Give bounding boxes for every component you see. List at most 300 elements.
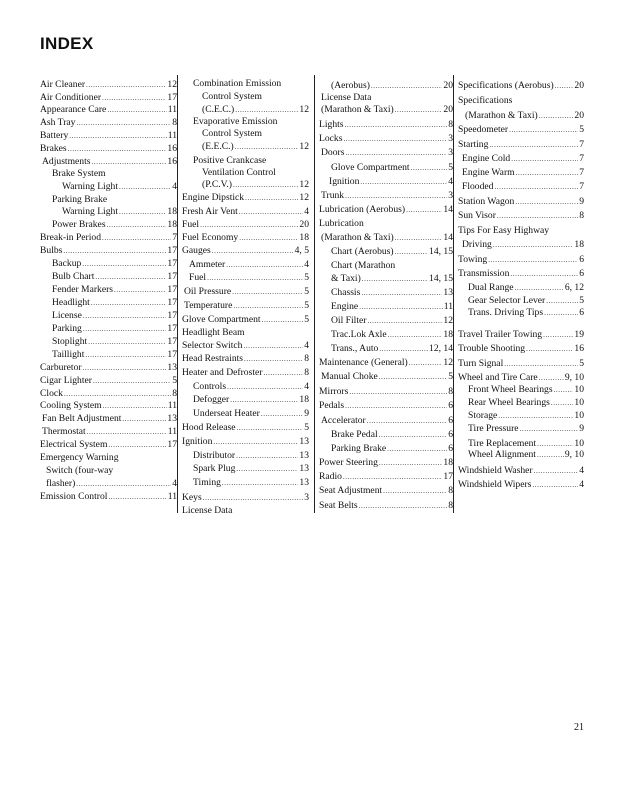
index-entry <box>202 90 309 103</box>
index-entry-page: 8 <box>448 485 453 496</box>
index-entry-label: Selector Switch <box>182 340 243 351</box>
index-entry <box>52 322 177 335</box>
index-entry-label: Headlight <box>52 297 90 308</box>
index-entry-label: Windshield Washer <box>458 465 533 476</box>
index-entry <box>458 267 584 280</box>
dot-leader <box>232 286 303 299</box>
index-entry-page: 9, 10 <box>564 372 584 383</box>
index-entry-label: Fuel <box>189 272 207 283</box>
index-entry-label: Rear Wheel Bearings <box>468 397 550 408</box>
dot-leader <box>388 329 443 342</box>
dot-leader <box>361 287 442 300</box>
index-entry <box>182 435 309 448</box>
index-column-4 <box>453 75 584 513</box>
index-entry <box>46 477 177 490</box>
dot-leader <box>345 119 448 132</box>
dot-leader <box>493 239 574 252</box>
dot-leader <box>497 210 578 223</box>
index-entry-label: Brake Pedal <box>331 429 378 440</box>
index-entry-page: 5 <box>172 375 177 386</box>
index-entry-page: 20 <box>574 110 584 121</box>
index-entry-label: Evaporative Emission <box>193 116 278 127</box>
dot-leader <box>367 415 447 428</box>
index-entry-label: Ignition <box>182 436 213 447</box>
dot-leader <box>526 343 573 356</box>
index-entry-label: Distributor <box>193 450 236 461</box>
index-entry-page: 13 <box>299 477 309 488</box>
index-entry <box>42 412 177 425</box>
index-entry-page: 5 <box>304 272 309 283</box>
index-entry <box>321 414 453 427</box>
index-entry-page: 10 <box>574 397 584 408</box>
index-entry-page: 12 <box>443 357 453 368</box>
index-entry <box>52 309 177 322</box>
index-entry-page: 10 <box>574 384 584 395</box>
index-entry <box>319 203 453 216</box>
index-entry-page: 16 <box>574 343 584 354</box>
dot-leader <box>212 245 294 258</box>
index-entry-label: Parking <box>52 323 82 334</box>
index-entry-label: Engine Cold <box>462 153 511 164</box>
index-entry <box>52 167 177 180</box>
index-entry-page: 10 <box>574 410 584 421</box>
index-entry <box>319 399 453 412</box>
dot-leader <box>539 110 574 123</box>
index-entry <box>202 140 309 153</box>
index-entry-label: Air Conditioner <box>40 92 102 103</box>
index-entry <box>40 244 177 257</box>
index-entry <box>462 180 584 193</box>
index-entry-label: Sun Visor <box>458 210 496 221</box>
index-entry <box>331 428 453 441</box>
index-entry-label: Fuel <box>182 219 200 230</box>
index-entry-page: 17 <box>167 323 177 334</box>
index-entry <box>182 231 309 244</box>
page-title: INDEX <box>40 34 94 53</box>
index-entry-page: 13 <box>443 287 453 298</box>
index-entry-label: Front Wheel Bearings <box>468 384 553 395</box>
index-entry-page: 20 <box>574 80 584 91</box>
index-entry-page: 11 <box>167 104 177 115</box>
index-entry-page: 8 <box>304 367 309 378</box>
index-entry-label: Parking Brake <box>52 194 108 205</box>
index-entry-label: Radio <box>319 471 342 482</box>
index-entry-page: 12 <box>299 192 309 203</box>
index-entry <box>319 385 453 398</box>
index-entry-page: 9 <box>579 423 584 434</box>
dot-leader <box>504 358 578 371</box>
index-entry-label: (C.E.C.) <box>202 104 235 115</box>
index-column-2 <box>177 75 309 516</box>
index-entry-label: Timing <box>193 477 221 488</box>
index-entry-page: 5 <box>304 286 309 297</box>
index-entry <box>193 476 309 489</box>
index-entry <box>468 281 584 294</box>
index-entry-label: Ventilation Control <box>202 167 276 178</box>
dot-leader <box>510 268 578 281</box>
index-entry <box>319 484 453 497</box>
index-entry-page: 4 <box>304 259 309 270</box>
index-entry-label: Combination Emission <box>193 78 282 89</box>
index-entry-page: 7 <box>579 153 584 164</box>
index-entry-label: Power Brakes <box>52 219 106 230</box>
index-entry-page: 6 <box>448 429 453 440</box>
dot-leader <box>245 192 298 205</box>
index-entry-page: 7 <box>579 167 584 178</box>
index-entry-label: Ammeter <box>189 259 226 270</box>
index-entry-label: Thermostat <box>42 426 86 437</box>
index-entry-label: Lights <box>319 119 344 130</box>
index-entry <box>52 218 177 231</box>
index-column-3 <box>314 75 453 513</box>
index-entry-page: 13 <box>299 463 309 474</box>
index-entry <box>458 195 584 208</box>
index-entry-page: 17 <box>167 258 177 269</box>
index-entry-page: 13 <box>167 413 177 424</box>
index-entry-label: Warning Light <box>62 181 118 192</box>
index-entry-page: 18 <box>443 329 453 340</box>
index-entry <box>462 152 584 165</box>
index-entry-page: 14 <box>443 232 453 243</box>
index-entry-page: 5 <box>304 422 309 433</box>
index-entry-page: 4 <box>448 176 453 187</box>
index-entry-label: Cooling System <box>40 400 102 411</box>
index-entry-label: Trans., Auto <box>331 343 379 354</box>
index-entry-label: Seat Belts <box>319 500 358 511</box>
index-entry-label: Backup <box>52 258 82 269</box>
index-entry-label: Electrical System <box>40 439 108 450</box>
index-entry <box>40 142 177 155</box>
dot-leader <box>395 104 443 117</box>
index-entry-page: 3 <box>448 190 453 201</box>
index-entry <box>182 504 309 517</box>
index-entry <box>52 270 177 283</box>
index-entry-label: Chart (Aerobus) <box>331 246 394 257</box>
index-entry <box>331 442 453 455</box>
index-entry-label: Oil Pressure <box>184 286 232 297</box>
dot-leader <box>345 147 447 160</box>
index-entry <box>182 352 309 365</box>
index-entry-page: 4, 5 <box>294 245 309 256</box>
index-entry-label: Keys <box>182 492 202 503</box>
index-entry-page: 3 <box>448 133 453 144</box>
index-entry <box>458 253 584 266</box>
dot-leader <box>379 371 447 384</box>
index-entry-page: 6 <box>579 268 584 279</box>
index-entry <box>40 451 177 464</box>
index-entry <box>331 342 453 355</box>
index-entry <box>62 205 177 218</box>
index-entry-label: Underseat Heater <box>193 408 260 419</box>
dot-leader <box>237 422 304 435</box>
index-entry-page: 8 <box>304 353 309 364</box>
index-entry-page: 4 <box>304 381 309 392</box>
index-entry-label: Air Cleaner <box>40 79 86 90</box>
dot-leader <box>345 400 447 413</box>
index-entry <box>189 258 309 271</box>
dot-leader <box>488 254 578 267</box>
dot-leader <box>515 196 578 209</box>
index-entry <box>52 296 177 309</box>
index-entry-page: 4 <box>304 340 309 351</box>
index-entry-page: 6 <box>579 254 584 265</box>
index-entry-label: Bulbs <box>40 245 63 256</box>
index-entry-page: 9, 10 <box>564 449 584 460</box>
index-entry-page: 12, 14 <box>429 343 453 354</box>
index-entry-label: Taillight <box>52 349 85 360</box>
index-entry-page: 8 <box>579 210 584 221</box>
index-entry <box>319 470 453 483</box>
index-entry-page: 7 <box>172 232 177 243</box>
index-entry <box>182 218 309 231</box>
index-entry <box>202 178 309 191</box>
index-entry-label: Mirrors <box>319 386 349 397</box>
index-entry-page: 17 <box>167 349 177 360</box>
index-entry-page: 5 <box>448 371 453 382</box>
index-entry-label: (Marathon & Taxi) <box>321 232 394 243</box>
index-entry-label: Glove Compartment <box>182 314 261 325</box>
index-entry <box>331 314 453 327</box>
index-entry-label: Bulb Chart <box>52 271 95 282</box>
index-entry-label: Brakes <box>40 143 67 154</box>
index-entry <box>52 257 177 270</box>
index-entry <box>468 422 584 435</box>
index-entry-page: 7 <box>579 181 584 192</box>
index-entry <box>182 191 309 204</box>
index-entry <box>193 77 309 90</box>
index-entry-page: 11 <box>167 491 177 502</box>
index-entry-page: 5 <box>579 295 584 306</box>
index-entry-page: 8 <box>448 500 453 511</box>
index-entry-label: Cigar Lighter <box>40 375 92 386</box>
index-entry-page: 8 <box>448 119 453 130</box>
index-entry-label: Ignition <box>329 176 360 187</box>
index-entry-label: (E.E.C.) <box>202 141 234 152</box>
index-entry <box>319 356 453 369</box>
dot-leader <box>379 457 443 470</box>
index-entry-label: Head Restraints <box>182 353 244 364</box>
index-entry <box>468 409 584 422</box>
dot-leader <box>395 246 428 259</box>
dot-leader <box>537 449 564 462</box>
dot-leader <box>108 491 166 504</box>
index-entry-label: Clock <box>40 388 63 399</box>
index-entry-label: Travel Trailer Towing <box>458 329 543 340</box>
dot-leader <box>543 329 573 342</box>
index-entry <box>331 286 453 299</box>
index-entry-page: 12 <box>299 141 309 152</box>
index-entry-page: 16 <box>167 156 177 167</box>
index-entry-label: Control System <box>202 91 262 102</box>
index-entry-label: Engine <box>331 301 359 312</box>
dot-leader <box>235 141 299 154</box>
index-entry-label: Gauges <box>182 245 211 256</box>
page-number: 21 <box>574 722 584 733</box>
dot-leader <box>395 232 443 245</box>
dot-leader <box>409 357 443 370</box>
index-entry <box>329 175 453 188</box>
index-entry-label: Storage <box>468 410 498 421</box>
index-entry-label: Trunk <box>321 190 345 201</box>
index-entry-page: 18 <box>574 239 584 250</box>
index-entry-label: Break-in Period <box>40 232 102 243</box>
index-entry <box>462 166 584 179</box>
index-entry <box>468 306 584 319</box>
index-entry <box>321 370 453 383</box>
index-entry <box>193 407 309 420</box>
index-entry-page: 18 <box>443 457 453 468</box>
index-entry-label: Transmission <box>458 268 510 279</box>
index-entry-page: 10 <box>574 438 584 449</box>
index-entry <box>468 448 584 461</box>
index-entry-page: 8 <box>448 386 453 397</box>
index-entry <box>458 94 584 107</box>
index-entry <box>331 245 453 258</box>
index-entry-label: Dual Range <box>468 282 514 293</box>
index-entry-page: 20 <box>443 80 453 91</box>
index-entry-page: 17 <box>167 336 177 347</box>
dot-leader <box>520 423 579 436</box>
dot-leader <box>489 139 578 152</box>
index-entry-page: 17 <box>167 310 177 321</box>
index-entry-label: Specifications <box>458 95 513 106</box>
index-entry-label: Fuel Economy <box>182 232 239 243</box>
index-entry-page: 4 <box>579 465 584 476</box>
index-entry <box>319 217 453 230</box>
index-entry <box>40 231 177 244</box>
index-entry <box>458 464 584 477</box>
index-entry-page: 17 <box>443 471 453 482</box>
dot-leader <box>345 190 447 203</box>
index-entry <box>40 438 177 451</box>
index-entry-label: Trac.Lok Axle <box>331 329 387 340</box>
index-entry <box>40 399 177 412</box>
index-entry-page: 6 <box>448 415 453 426</box>
index-entry-label: Positive Crankcase <box>193 155 267 166</box>
index-entry-page: 12 <box>299 104 309 115</box>
index-entry-label: Accelerator <box>321 415 366 426</box>
index-entry-page: 20 <box>443 104 453 115</box>
index-entry-page: 11 <box>167 426 177 437</box>
index-entry-label: (P.C.V.) <box>202 179 232 190</box>
dot-leader <box>343 133 447 146</box>
index-entry-page: 17 <box>167 297 177 308</box>
index-entry-label: Tire Replacement <box>468 438 537 449</box>
index-entry-label: Locks <box>319 133 343 144</box>
index-entry-label: Switch (four-way <box>46 465 114 476</box>
index-entry-label: Controls <box>193 381 227 392</box>
index-entry-page: 6 <box>448 400 453 411</box>
index-entry-label: (Marathon & Taxi) <box>321 104 394 115</box>
index-entry-page: 12 <box>443 315 453 326</box>
index-entry-label: Stoplight <box>52 336 88 347</box>
dot-leader <box>411 162 448 175</box>
index-entry-label: Warning Light <box>62 206 118 217</box>
index-entry-label: Starting <box>458 139 489 150</box>
dot-leader <box>509 124 578 137</box>
index-entry <box>182 366 309 379</box>
index-entry-label: Gear Selector Lever <box>468 295 546 306</box>
index-entry-label: Flooded <box>462 181 494 192</box>
dot-leader <box>532 479 578 492</box>
index-entry-page: 6, 12 <box>564 282 584 293</box>
index-entry <box>182 339 309 352</box>
index-entry-page: 5 <box>579 358 584 369</box>
index-entry <box>40 129 177 142</box>
index-entry-page: 9 <box>579 196 584 207</box>
index-entry <box>331 161 453 174</box>
index-entry <box>468 383 584 396</box>
index-entry <box>458 328 584 341</box>
dot-leader <box>359 301 443 314</box>
index-entry-label: Defogger <box>193 394 230 405</box>
index-entry <box>193 393 309 406</box>
index-entry-label: License <box>52 310 82 321</box>
index-entry-page: 11 <box>167 400 177 411</box>
index-entry <box>182 313 309 326</box>
index-entry-page: 11 <box>167 130 177 141</box>
index-entry-page: 14, 15 <box>429 273 453 284</box>
index-entry <box>202 127 309 140</box>
index-entry-label: Fan Belt Adjustment <box>42 413 122 424</box>
index-entry <box>321 189 453 202</box>
index-entry-page: 8 <box>172 117 177 128</box>
index-entry-label: Trans. Driving Tips <box>468 307 544 318</box>
index-entry-page: 18 <box>299 232 309 243</box>
index-entry-label: Station Wagon <box>458 196 515 207</box>
index-entry-label: Driving <box>462 239 492 250</box>
index-entry-label: Windshield Wipers <box>458 479 532 490</box>
index-entry-label: Emission Control <box>40 491 108 502</box>
index-entry-label: Wheel and Tire Care <box>458 372 538 383</box>
index-entry-label: Fender Markers <box>52 284 114 295</box>
index-entry-page: 18 <box>167 206 177 217</box>
index-entry-label: Wheel Alignment <box>468 449 536 460</box>
index-entry <box>184 299 309 312</box>
index-entry <box>458 478 584 491</box>
index-entry-page: 17 <box>167 245 177 256</box>
index-entry <box>52 283 177 296</box>
index-entry-page: 3 <box>304 492 309 503</box>
index-entry-page: 12 <box>299 179 309 190</box>
index-entry <box>193 380 309 393</box>
index-entry-label: Specifications (Aerobus) <box>458 80 554 91</box>
index-entry-label: Battery <box>40 130 69 141</box>
index-entry <box>319 118 453 131</box>
index-entry-label: (Marathon & Taxi) <box>465 110 538 121</box>
index-entry <box>40 490 177 503</box>
index-entry-label: Lubrication <box>319 218 364 229</box>
index-entry-page: 4 <box>172 478 177 489</box>
index-entry <box>182 326 309 339</box>
index-entry-page: 19 <box>574 329 584 340</box>
index-entry-label: Tips For Easy Highway <box>458 225 550 236</box>
index-entry-page: 17 <box>167 439 177 450</box>
index-entry <box>458 123 584 136</box>
index-entry <box>458 138 584 151</box>
index-entry-label: Manual Choke <box>321 371 378 382</box>
index-entry <box>331 272 453 285</box>
index-entry-label: Appearance Care <box>40 104 107 115</box>
index-entry <box>462 238 584 251</box>
dot-leader <box>360 176 447 189</box>
index-entry-page: 14, 15 <box>429 246 453 257</box>
index-entry-page: 4 <box>579 479 584 490</box>
index-entry-label: Engine Warm <box>462 167 515 178</box>
index-entry <box>465 109 584 122</box>
index-entry <box>52 335 177 348</box>
index-entry <box>331 300 453 313</box>
